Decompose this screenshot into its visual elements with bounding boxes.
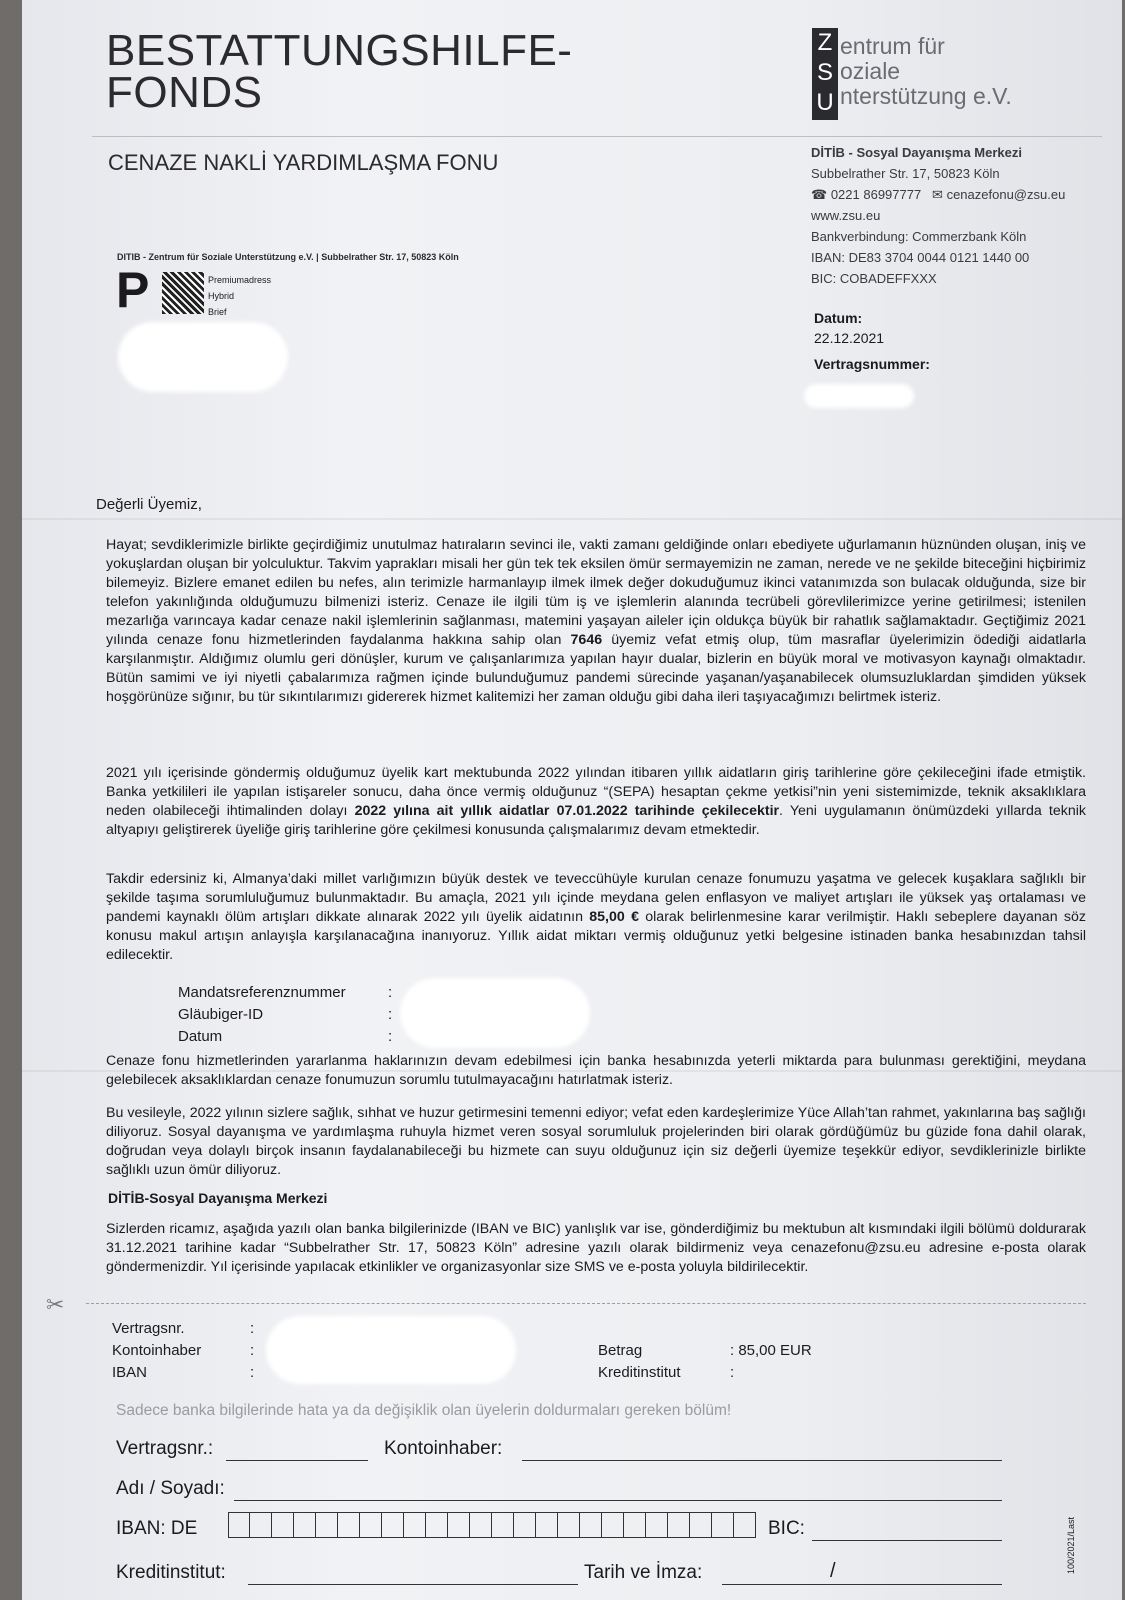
paragraph-6: Sizlerden ricamız, aşağıda yazılı olan banka bilgilerinizde (IBAN ve BIC) yanlışlık var ise, gönderdiğimiz bu mektubun alt kısmındaki ilgili bölümü doldurarak 31.12.2021 tarihine kadar “Subbelrather Str. 17, 50823 Köln” adresine yazılı olarak bildirmeniz veya cenazefonu@zsu.eu adresine e-posta olarak göndermenizdir. Yıl içerisinde yapılacak etkinlikler ve organizasyonlar size SMS ve e-posta yoluyla bildirilecektir. [106,1221,1086,1275]
paragraph-5: Bu vesileyle, 2022 yılının sizlere sağlık, sıhhat ve huzur getirmesini temenni ediyor; vefat eden kardeşlerimize Yüce Allah’tan rahmet, yakınlarına baş sağlığı diliyoruz. Sosyal dayanışma ve yardımlaşma ruhuyla hizmet veren sosyal sorumluluk projelerinden biri olarak gördüğümüz bu güzide fona dahil olarak, doğrudan veya dolaylı birçok insanın faydalanabileceği bu hizmete can suyu olduğunuz için siz değerli üyemize teşekkür ediyor, sevdiklerinizle birlikte sağlıklı uzun ömür diliyoruz. [106,1105,1086,1178]
contact-email[interactable]: cenazefonu@zsu.eu [946,187,1066,202]
paragraph-text: 2021 yılı içerisinde göndermiş olduğumuz üyelik kart mektubunda 2022 yılından itibaren yıllık aidatların giriş tarihlerine göre çekileceğini ifade etmiştik. Banka yetkilileri ile yapılan istişareler sonucu, daha önce vermiş olduğunuz “(SEPA) hesaptan çekme yetkisi”nin yeni sistemimizde, teknik aksaklıklara neden olabileceği ihtimalinden dolayı [106,765,1086,819]
bank-institution-field[interactable] [248,1564,578,1585]
form-account-holder-label: Kontoinhaber: [384,1438,503,1459]
iban-label: IBAN [112,1364,148,1381]
postage-p-mark: P [116,262,150,318]
phone-icon: ☎ [811,187,828,202]
account-info-labels [112,1318,201,1384]
mandate-date-label: Datum [178,1028,223,1045]
contract-number-label: Vertragsnummer: [814,356,930,372]
contract-number-field[interactable] [226,1440,368,1461]
paragraph-1 [106,536,1086,707]
name-field[interactable] [234,1480,1002,1501]
signature-organization: DİTİB-Sosyal Dayanışma Merkezi [108,1190,328,1206]
form-date-signature-label: Tarih ve İmza: [584,1562,703,1583]
fold-line [22,518,1122,520]
logo-line-3: nterstützung e.V. [840,83,1012,109]
account-info-colons [250,1318,254,1384]
colon: : [730,1364,735,1381]
greeting: Değerli Üyemiz, [96,496,202,513]
paragraph-text: . Yeni uygulamanın önümüzdeki yıllarda teknik altyapıyı geliştirerek üyeliğe giriş tarihlerine göre çekilmesi konusunda çalışmalarımız devam etmektedir. [106,803,1086,838]
contact-org: DİTİB - Sosyal Dayanışma Merkezi [811,145,1022,160]
paragraph-3 [106,870,1086,965]
contact-address: Subbelrather Str. 17, 50823 Köln [811,166,1000,181]
contact-web[interactable]: www.zsu.eu [811,208,881,223]
account-holder-label: Kontoinhaber [112,1342,202,1359]
logo-line-1: entrum für [840,33,945,59]
redacted-address [118,322,288,392]
form-contract-label: Vertragsnr.: [116,1438,214,1459]
amount-label: Betrag [598,1342,643,1359]
header-divider [92,136,1102,137]
form-iban-label: IBAN: DE [116,1518,198,1539]
postage-type: Premiumadress [208,275,272,285]
colon: : [250,1364,255,1381]
contact-block [811,142,1065,289]
email-icon: ✉ [932,187,943,202]
scissors-icon: ✂ [46,1292,65,1317]
iban-input-boxes[interactable] [228,1512,756,1538]
date-slash: / [830,1560,836,1582]
logo-letter-z: Z [817,29,833,56]
paragraph-text: Takdir edersiniz ki, Almanya’daki millet varlığımızın büyük destek ve teveccühüyle kurulan cenaze fonumuzu yaşatma ve gelecek kuşaklara sağlıklı bir şekilde taşıma sorumluluğumuz bulunmaktadır. Bu amaçla, 2021 yılı içinde meydana gelen enflasyon ve maliyet artışları ile yüksek yaş ortalaması ve pandemi kaynaklı ölüm artışları dikkate alınarak 2022 yılı üyelik aidatının [106,871,1086,925]
contact-phone: 0221 86997777 [830,187,922,202]
paragraph-text: üyemiz vefat etmiş olup, tüm masraflar üyelerimizin ödediği aidatlarla karşılanmıştır. Aldığımız olumlu geri dönüşler, kurum ve çalışanlarımıza yapılan hayır dualar, bizlerin en büyük moral ve motivasyon kaynağı olmaktadır. Bütün samimi ve iyi niyetli çabalarımıza rağmen içinde bulunduğumuz pandemi sürecinde yaşanan/yaşanabilecek olumsuzluklardan şimdiden yüksek hoşgörünüze sığınır, bu tür sıkıntılarımızı gidererek hizmet kalitemizi her zaman olduğu gibi daha ileri taşıyacağımızı belirtmek isteriz. [106,632,1086,705]
amount-value: : 85,00 EUR [730,1342,812,1359]
logo-letter-u: U [816,89,834,116]
title-line-1: BESTATTUNGSHILFE- [106,26,573,75]
mandate-info [178,982,393,1048]
letter-page [22,0,1122,1600]
contact-bic: BIC: COBADEFFXXX [811,271,937,286]
contact-iban: IBAN: DE83 3704 0044 0121 1440 00 [811,250,1030,265]
date-signature-field[interactable] [722,1560,1002,1585]
colon: : [250,1342,255,1359]
date-label: Datum: [814,310,863,326]
deceased-count: 7646 [570,632,603,648]
account-holder-field[interactable] [522,1440,1002,1461]
form-bank-institution-label: Kreditinstitut: [116,1562,226,1583]
paragraph-text: Hayat; sevdiklerimizle birlikte geçirdiğimiz unutulmaz hatıraların sevinci ile, vakti zamanı geldiğinde onları ebediyete uğurlamanın hüznünden oluşan, iniş ve yokuşlardan oluşan bir yolculuktur. Takvim yaprakları misali her gün tek tek eksilen ömür sermayemizin ne zaman, nerede ve ne şekilde biteceğini hiçbirimiz bilemeyiz. Bizlere emanet edilen bu nefes, alın terimizle harmanlayıp ilmek ilmek değer dokuduğumuz ikinci vatanımızda son bulacak olduğunda, size bir telefon yakınlığında olduğumuzu bilmenizi isteriz. Cenaze ile ilgili tüm iş ve işlemlerin alanında tecrübeli görevlilerimizce yerine getirilmesi; istenilen mezarlığa varıncaya kadar cenaze nakil işlemlerinin sağlanması, matemini yaşayan aileler için oldukça büyük bir rahatlık sağlamaktadır. Geçtiğimiz 2021 yılında cenaze fonu hizmetlerinden faydalanma hakkına sahip olan [106,537,1086,648]
mandate-reference-label: Mandatsreferenznummer [178,984,346,1001]
contract-number-label: Vertragsnr. [112,1320,185,1337]
title-line-2: FONDS [106,68,263,117]
postage-type: Hybrid [208,291,235,301]
fund-title [106,26,573,117]
cut-line [86,1303,1086,1304]
colon: : [388,984,393,1001]
paragraph-2 [106,764,1086,840]
bank-institution-label: Kreditinstitut [598,1364,681,1381]
postage-type: Brief [208,307,227,317]
postage-types [208,272,271,320]
form-name-label: Adı / Soyadı: [116,1478,225,1499]
redacted-mandate-data [400,978,590,1048]
sender-line: DITIB - Zentrum für Soziale Unterstützung e.V. | Subbelrather Str. 17, 50823 Köln [117,252,459,262]
fund-subtitle: CENAZE NAKLİ YARDIMLAŞMA FONU [108,150,499,175]
debit-date-notice: 2022 yılına ait yıllık aidatlar 07.01.2022 tarihinde çekilecektir [354,803,780,819]
document-code: 100/2021/Last [1066,1516,1076,1574]
zsu-logo-mark [812,28,838,120]
redacted-account-info [266,1316,516,1384]
colon: : [250,1320,255,1337]
colon: : [388,1028,393,1045]
form-hint: Sadece banka bilgilerinde hata ya da değişiklik olan üyelerin doldurmaları gereken bölüm! [116,1402,732,1419]
paragraph-4: Cenaze fonu hizmetlerinden yararlanma haklarınızın devam edebilmesi için banka hesabınızda yeterli miktarda para bulunması gerektiğini, meydana gelebilecek aksaklıklardan cenaze fonumuzun sorumlu tutulmayacağını hatırlatmak isteriz. [106,1053,1086,1088]
contact-bank: Bankverbindung: Commerzbank Köln [811,229,1027,244]
amount-values [730,1340,812,1384]
annual-fee-amount: 85,00 € [589,909,639,925]
creditor-id-label: Gläubiger-ID [178,1006,264,1023]
zsu-logo-text [840,34,1012,109]
redacted-contract-number [804,384,914,408]
amount-labels [598,1340,681,1384]
postage-qr-code [162,272,204,314]
paragraph-text: olarak belirlenmesine karar verilmiştir. Haklı sebeplere dayanan söz konusu makul artışın anlayışla karşılanacağına inanıyoruz. Yıllık aidat miktarı vermiş olduğunuz yetki belgesine istinaden banka hesabınızdan tahsil edilecektir. [106,909,1086,963]
colon: : [388,1006,393,1023]
logo-letter-s: S [816,59,833,86]
form-bic-label: BIC: [768,1518,805,1539]
logo-line-2: oziale [840,58,901,84]
contact-phone-email [811,184,1065,205]
bic-field[interactable] [812,1520,1002,1541]
date-block [814,308,930,374]
date-value: 22.12.2021 [814,330,885,346]
